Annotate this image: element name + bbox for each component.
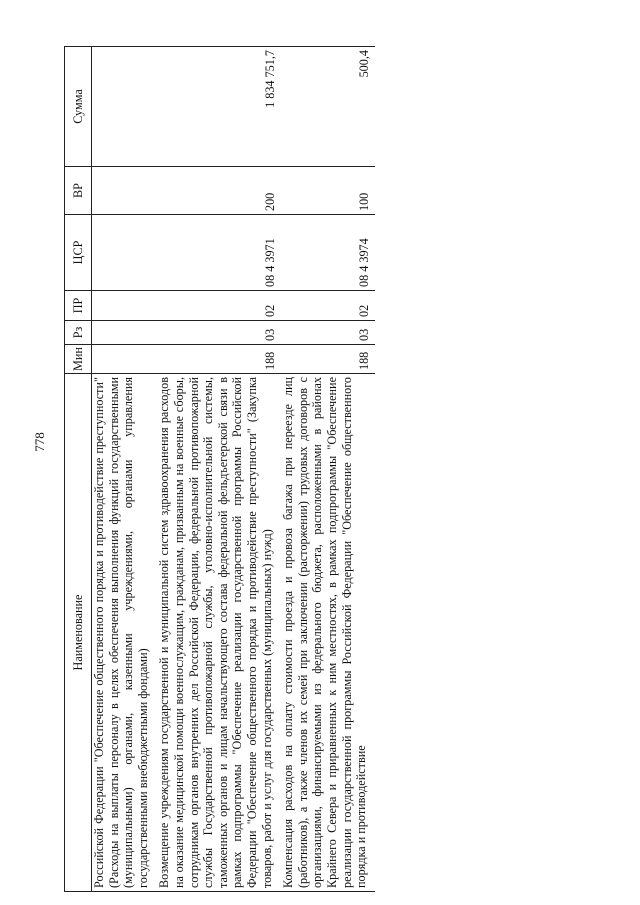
row-rz: 03	[156, 321, 280, 345]
header-min: Мин	[65, 345, 92, 374]
header-pr: ПР	[65, 291, 92, 321]
row-vr: 200	[156, 167, 280, 215]
header-vr: ВР	[65, 167, 92, 215]
row-min	[92, 345, 157, 374]
row-sum: 500,4	[280, 47, 375, 167]
row-vr	[92, 167, 157, 215]
header-csr: ЦСР	[65, 215, 92, 291]
row-name: Компенсация расходов на оплату стоимости проезда и провоза багажа при переезде лиц (работников), а также членов их семей при заключении (расторжении) трудовых договоров с организациями, финансируемыми из федерального бюджета, расположенными в районах Крайнего Севера и приравненных к ним местностях, в рамках подпрограммы "Обеспечение реализации государственной программы Российской Федерации "Обеспечение общественного порядка и противодействие	[280, 374, 375, 892]
row-csr: 08 4 3974	[280, 215, 375, 291]
row-vr: 100	[280, 167, 375, 215]
page-number: 778	[32, 432, 47, 452]
table-row	[92, 47, 157, 892]
header-rz: Рз	[65, 321, 92, 345]
row-pr: 02	[156, 291, 280, 321]
table-row	[156, 47, 280, 892]
header-sum: Сумма	[65, 47, 92, 167]
row-rz	[92, 321, 157, 345]
budget-table	[64, 46, 375, 892]
rotated-page	[64, 47, 580, 892]
table-row	[280, 47, 375, 892]
row-min: 188	[280, 345, 375, 374]
row-sum	[92, 47, 157, 167]
row-pr	[92, 291, 157, 321]
row-name: Возмещение учреждениям государственной и муниципальной систем здравоохранения расходов на оказание медицинской помощи военнослужащим, гражданам, призванным на военные сборы, сотрудникам органов внутренних дел Российской Федерации, федеральной противопожарной службы Государственной противопожарной службы, уголовно-исполнительной системы, таможенных органов и лицам начальствующего состава федеральной фельдъегерской связи в рамках подпрограммы "Обеспечение реализации государственной программы Российской Федерации "Обеспечение общественного порядка и противодействие преступности" (Закупка товаров, работ и услуг для государственных (муниципальных) нужд)	[156, 374, 280, 892]
row-rz: 03	[280, 321, 375, 345]
row-min: 188	[156, 345, 280, 374]
row-pr: 02	[280, 291, 375, 321]
row-csr	[92, 215, 157, 291]
row-csr: 08 4 3971	[156, 215, 280, 291]
header-name: Наименование	[65, 374, 92, 892]
row-name: Российской Федерации "Обеспечение общественного порядка и противодействие преступности" (Расходы на выплаты персоналу в целях обеспечения выполнения функций государственными (муниципальными) органами, казенными учреждениями, органами управления государственными внебюджетными фондами)	[92, 374, 157, 892]
row-sum: 1 834 751,7	[156, 47, 280, 167]
header-row	[65, 47, 92, 892]
